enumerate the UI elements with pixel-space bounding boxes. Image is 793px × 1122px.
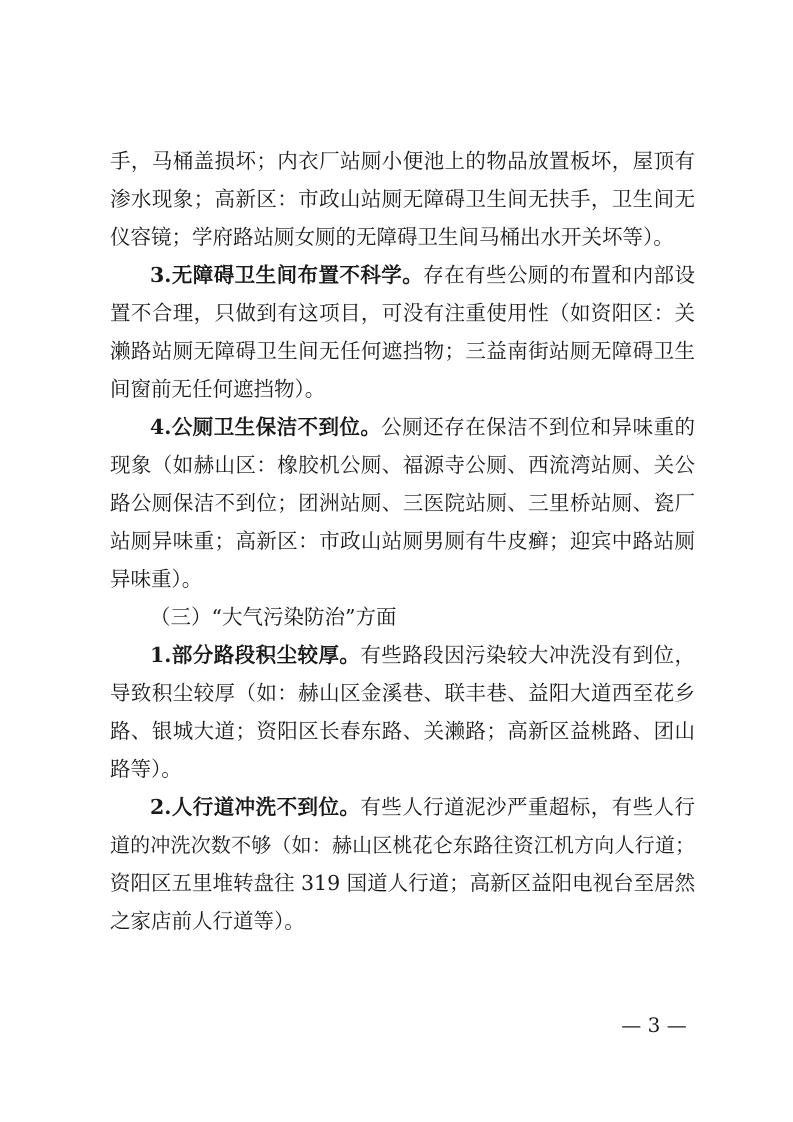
text-line: 现象（如赫山区：橡胶机公厕、福源寺公厕、西流湾站厕、关公 — [110, 453, 695, 477]
paragraph-lead: 1.部分路段积尘较厚。 — [150, 643, 361, 667]
text-line: 路等）。 — [110, 757, 182, 781]
text-line: 道的冲洗次数不够（如：赫山区桃花仑东路往资江机方向人行道； — [110, 833, 695, 857]
text-line — [150, 257, 695, 293]
paragraph-lead: 4.公厕卫生保洁不到位。 — [150, 415, 382, 439]
text-line: 间窗前无任何遮挡物）。 — [110, 377, 326, 401]
text-line — [150, 409, 695, 445]
text-line: 导致积尘较厚（如：赫山区金溪巷、联丰巷、益阳大道西至花乡 — [110, 681, 695, 705]
text-line: 异味重）。 — [110, 567, 203, 591]
page-number: — 3 — — [621, 1013, 687, 1037]
paragraph-text: 有些人行道泥沙严重超标，有些人行 — [360, 795, 695, 819]
text-line: 仪容镜；学府路站厕女厕的无障碍卫生间马桶出水开关坏等）。 — [110, 225, 674, 249]
text-line: 置不合理，只做到有这项目，可没有注重使用性（如资阳区：关 — [110, 301, 695, 325]
paragraph-lead: 3.无障碍卫生间布置不科学。 — [150, 263, 424, 287]
section-heading: （三）“大气污染防治”方面 — [150, 605, 397, 629]
text-line: 资阳区五里堆转盘往 319 国道人行道；高新区益阳电视台至居然 — [110, 871, 696, 895]
text-line: 濑路站厕无障碍卫生间无任何遮挡物；三益南街站厕无障碍卫生 — [110, 339, 695, 363]
paragraph-text: 有些路段因污染较大冲洗没有到位， — [360, 643, 695, 667]
text-line — [150, 637, 695, 673]
paragraph-lead: 2.人行道冲洗不到位。 — [150, 795, 361, 819]
text-line: 路公厕保洁不到位；团洲站厕、三医院站厕、三里桥站厕、瓷厂 — [110, 491, 695, 515]
text-line: 路、银城大道；资阳区长春东路、关濑路；高新区益桃路、团山 — [110, 719, 695, 743]
text-line: 站厕异味重；高新区：市政山站厕男厕有牛皮癣；迎宾中路站厕 — [110, 529, 695, 553]
text-line: 渗水现象；高新区：市政山站厕无障碍卫生间无扶手，卫生间无 — [110, 187, 695, 211]
paragraph-text: 公厕还存在保洁不到位和异味重的 — [381, 415, 696, 439]
paragraph-text: 存在有些公厕的布置和内部设 — [423, 263, 695, 287]
text-line — [150, 789, 695, 825]
text-line: 手，马桶盖损坏；内衣厂站厕小便池上的物品放置板坏，屋顶有 — [110, 149, 695, 173]
text-line: 之家店前人行道等）。 — [110, 909, 305, 933]
